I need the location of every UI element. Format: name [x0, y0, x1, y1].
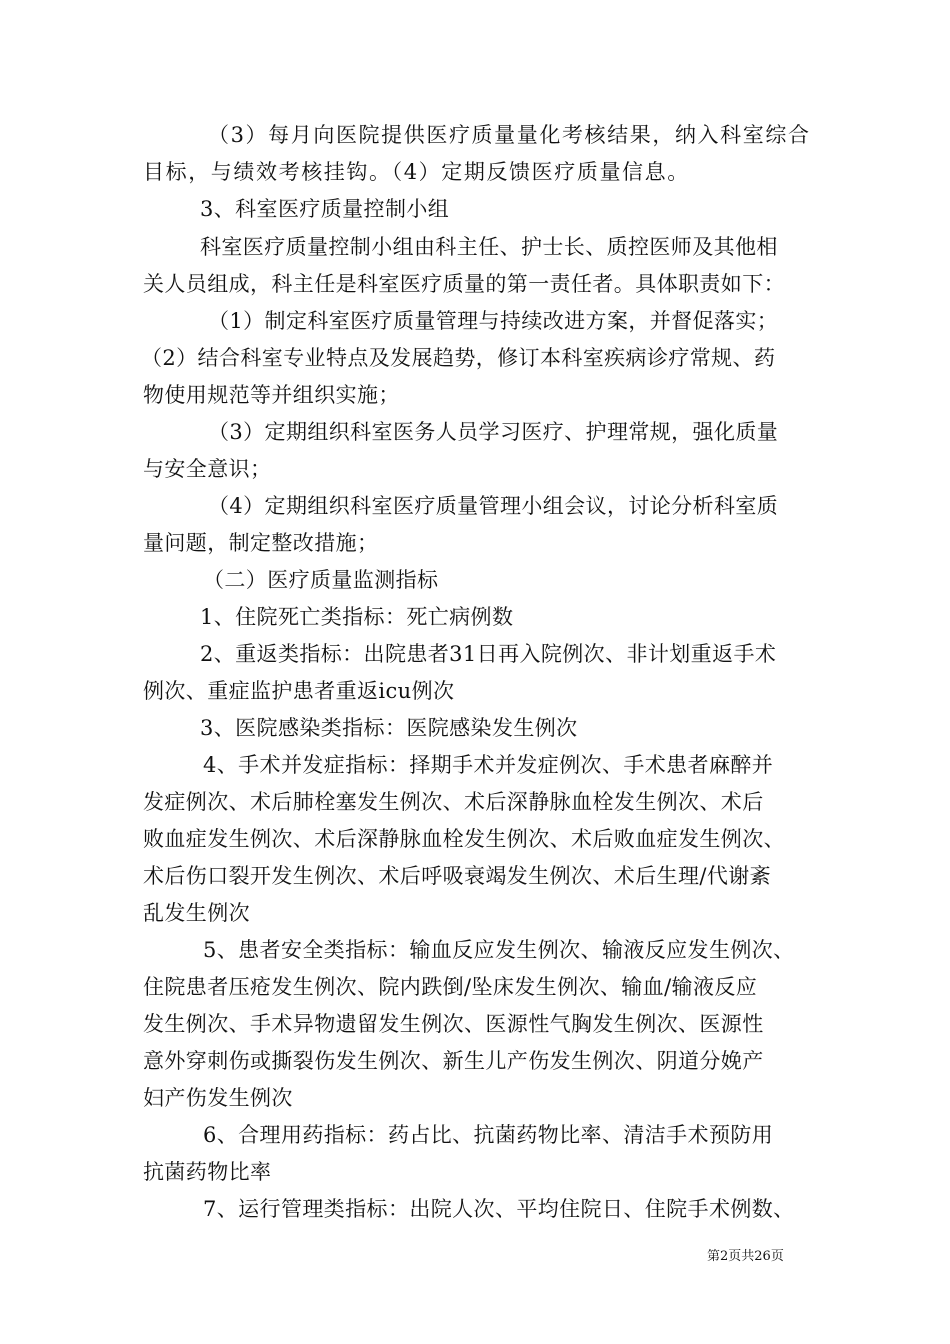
paragraph-line: 抗菌药物比率 — [143, 1160, 272, 1184]
paragraph-line: （2）结合科室专业特点及发展趋势，修订本科室疾病诊疗常规、药 — [141, 346, 776, 370]
paragraph-line: 乱发生例次 — [143, 901, 250, 925]
paragraph-line: 目标，与绩效考核挂钩。（4）定期反馈医疗质量信息。 — [143, 160, 690, 184]
list-item: 3、医院感染类指标：医院感染发生例次 — [200, 716, 578, 740]
paragraph-line: （4）定期组织科室医疗质量管理小组会议，讨论分析科室质 — [208, 494, 779, 518]
paragraph-line: 与安全意识； — [143, 457, 272, 481]
paragraph-line: 量问题，制定整改措施； — [143, 531, 379, 555]
list-item: 1、住院死亡类指标：死亡病例数 — [200, 605, 514, 629]
paragraph-line: 术后伤口裂开发生例次、术后呼吸衰竭发生例次、术后生理/代谢紊 — [143, 864, 772, 888]
paragraph-line: （3）定期组织科室医务人员学习医疗、护理常规，强化质量 — [208, 420, 779, 444]
section-heading: （二）医疗质量监测指标 — [203, 568, 439, 592]
paragraph-line: 发生例次、手术异物遗留发生例次、医源性气胸发生例次、医源性 — [143, 1012, 764, 1036]
paragraph-line: 例次、重症监护患者重返icu例次 — [143, 679, 455, 703]
list-item: 4、手术并发症指标：择期手术并发症例次、手术患者麻醉并 — [203, 753, 774, 777]
list-item: 7、运行管理类指标：出院人次、平均住院日、住院手术例数、 — [203, 1197, 795, 1221]
paragraph-line: 住院患者压疮发生例次、院内跌倒/坠床发生例次、输血/输液反应 — [143, 975, 758, 999]
page-number: 第2页共26页 — [707, 1249, 784, 1264]
list-item: 2、重返类指标：出院患者31日再入院例次、非计划重返手术 — [200, 642, 777, 666]
paragraph-line: （3）每月向医院提供医疗质量量化考核结果，纳入科室综合 — [208, 123, 811, 147]
paragraph-line: 败血症发生例次、术后深静脉血栓发生例次、术后败血症发生例次、 — [143, 827, 785, 851]
paragraph-line: 物使用规范等并组织实施； — [143, 383, 400, 407]
section-heading: 3、科室医疗质量控制小组 — [200, 197, 450, 221]
paragraph-line: 科室医疗质量控制小组由科主任、护士长、质控医师及其他相 — [200, 235, 778, 259]
paragraph-line: 意外穿刺伤或撕裂伤发生例次、新生儿产伤发生例次、阴道分娩产 — [143, 1049, 764, 1073]
paragraph-line: 妇产伤发生例次 — [143, 1086, 293, 1110]
paragraph-line: 发症例次、术后肺栓塞发生例次、术后深静脉血栓发生例次、术后 — [143, 790, 764, 814]
list-item: 6、合理用药指标：药占比、抗菌药物比率、清洁手术预防用 — [203, 1123, 774, 1147]
list-item: 5、患者安全类指标：输血反应发生例次、输液反应发生例次、 — [203, 938, 795, 962]
paragraph-line: （1）制定科室医疗质量管理与持续改进方案，并督促落实； — [208, 309, 779, 333]
paragraph-line: 关人员组成，科主任是科室医疗质量的第一责任者。具体职责如下： — [143, 272, 785, 296]
